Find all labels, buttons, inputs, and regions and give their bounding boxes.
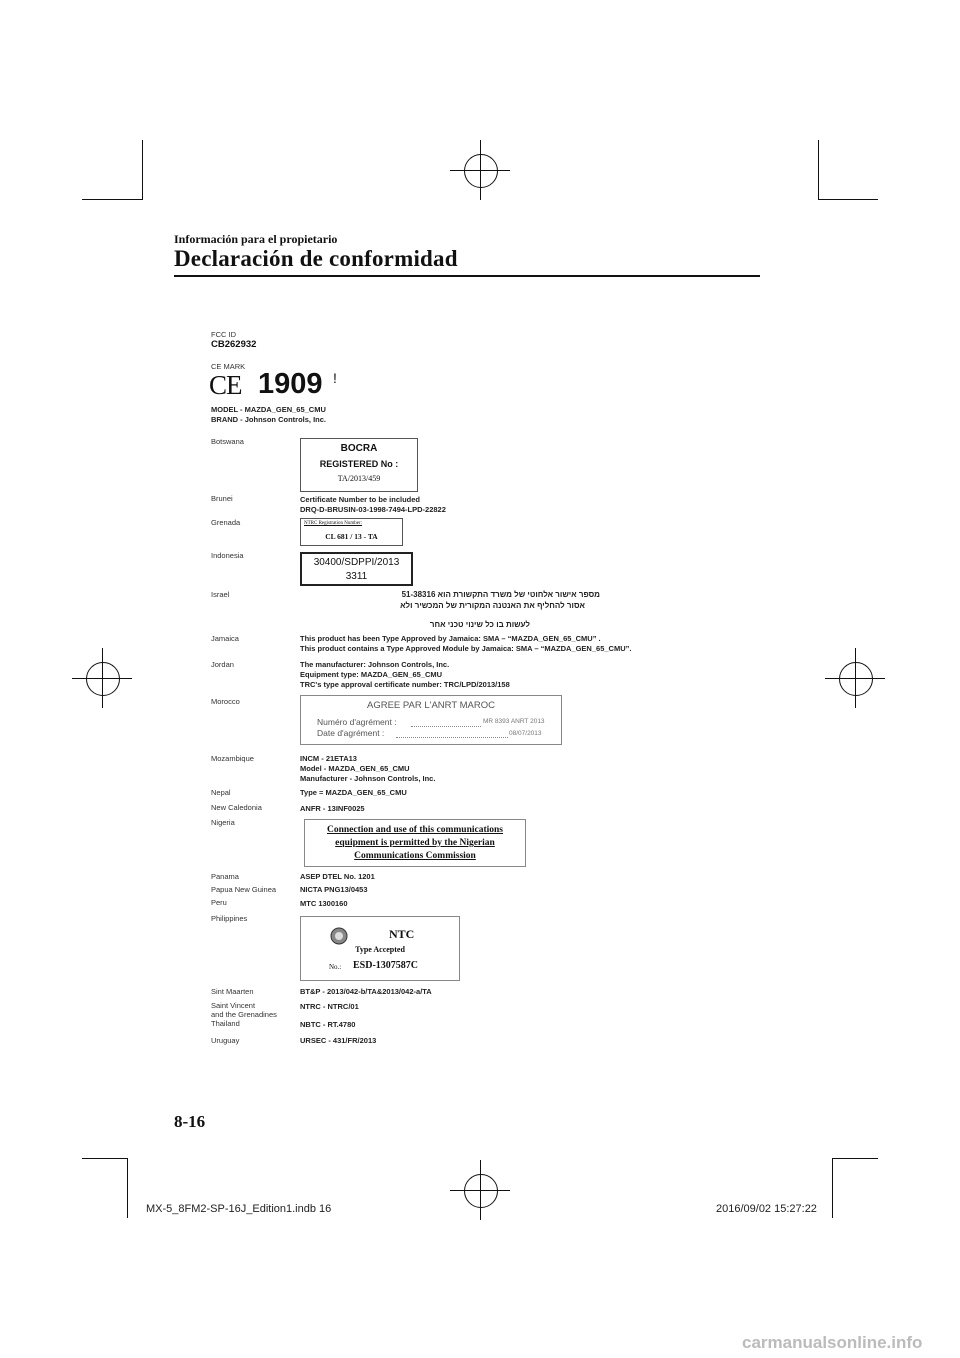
sdppi-code: 3311 xyxy=(345,571,368,582)
file-name: MX-5_8FM2-SP-16J_Edition1.indb 16 xyxy=(146,1203,332,1215)
sint-maarten-line1: BT&P - 2013/042-b/TA&2013/042-a/TA xyxy=(300,987,432,996)
registration-mark-top xyxy=(450,140,510,200)
jordan-line1: The manufacturer: Johnson Controls, Inc. xyxy=(300,660,450,669)
ce-number: 1909 xyxy=(258,368,323,400)
ce-label: CE MARK xyxy=(211,362,246,371)
uruguay-line1: URSEC - 431/FR/2013 xyxy=(300,1036,377,1045)
country-botswana: Botswana xyxy=(211,437,244,446)
country-grenada: Grenada xyxy=(211,518,241,527)
thailand-line1: NBTC - RT.4780 xyxy=(300,1020,356,1029)
registration-mark-left xyxy=(72,648,132,708)
country-sint-maarten: Sint Maarten xyxy=(211,987,254,996)
crop-mark xyxy=(127,1158,128,1218)
jamaica-line1: This product has been Type Approved by Jamaica: SMA – “MAZDA_GEN_65_CMU” . xyxy=(300,634,601,643)
country-saint-vincent: Saint Vincent xyxy=(211,1001,256,1010)
country-nepal: Nepal xyxy=(211,788,231,797)
ntc-type-accepted: Type Accepted xyxy=(355,945,405,954)
mozambique-line3: Manufacturer - Johnson Controls, Inc. xyxy=(300,774,436,783)
israel-line3: לעשות בו כל שינוי טכני אחר xyxy=(429,620,530,629)
ce-suffix: ! xyxy=(333,370,337,386)
bocra-registered: REGISTERED No : xyxy=(319,459,399,469)
ntc-label-box xyxy=(300,916,460,981)
ncc-label-box xyxy=(304,819,526,867)
country-panama: Panama xyxy=(211,872,239,881)
anrt-date: 08/07/2013 xyxy=(509,730,542,737)
country-saint-vincent-2: and the Grenadines xyxy=(211,1010,277,1019)
country-philippines: Philippines xyxy=(211,914,248,923)
nepal-line1: Type = MAZDA_GEN_65_CMU xyxy=(300,788,407,797)
jordan-line2: Equipment type: MAZDA_GEN_65_CMU xyxy=(300,670,443,679)
ntc-number: ESD-1307587C xyxy=(353,960,419,971)
country-israel: Israel xyxy=(211,590,230,599)
ce-mark-icon: CE xyxy=(209,370,242,400)
country-peru: Peru xyxy=(211,898,227,907)
sdppi-number: 30400/SDPPI/2013 xyxy=(313,557,400,568)
crop-mark xyxy=(832,1158,833,1218)
bocra-label-box xyxy=(300,438,418,492)
ntc-seal-icon xyxy=(329,926,349,946)
israel-line1: מספר אישור אלחוטי של משרד התקשורת הוא 51-38316 xyxy=(401,590,600,599)
country-jordan: Jordan xyxy=(211,660,234,669)
print-date: 2016/09/02 15:27:22 xyxy=(716,1203,817,1215)
ntc-title: NTC xyxy=(389,927,415,941)
ntrc-title: NTRC Registration Number: xyxy=(304,521,363,526)
crop-mark xyxy=(818,199,878,200)
mozambique-line2: Model - MAZDA_GEN_65_CMU xyxy=(300,764,410,773)
crop-mark xyxy=(142,140,143,200)
country-brunei: Brunei xyxy=(211,494,233,503)
crop-mark xyxy=(82,1158,127,1159)
jamaica-line2: This product contains a Type Approved Module by Jamaica: SMA – “MAZDA_GEN_65_CMU”. xyxy=(300,644,632,653)
country-jamaica: Jamaica xyxy=(211,634,239,643)
watermark: carmanualsonline.info xyxy=(742,1333,923,1352)
country-mozambique: Mozambique xyxy=(211,754,254,763)
panama-line1: ASEP DTEL No. 1201 xyxy=(300,872,375,881)
anrt-label-box xyxy=(300,695,562,745)
ncc-line3: Communications Commission xyxy=(354,851,476,861)
page-number: 8-16 xyxy=(174,1112,206,1131)
anrt-number: MR 8393 ANRT 2013 xyxy=(483,718,545,725)
fcc-value: CB262932 xyxy=(211,339,257,350)
sdppi-label-box xyxy=(300,552,413,586)
ncc-line1: Connection and use of this communications xyxy=(326,825,504,835)
israel-line2: אסור להחליף את האנטנה המקורית של המכשיר ולא xyxy=(400,601,585,610)
mozambique-line1: INCM - 21ETA13 xyxy=(300,754,357,763)
country-nigeria: Nigeria xyxy=(211,818,235,827)
brunei-line2: DRQ-D-BRUSIN-03-1998-7494-LPD-22822 xyxy=(300,505,446,514)
brand-line: BRAND - Johnson Controls, Inc. xyxy=(211,415,326,424)
jordan-line3: TRC's type approval certificate number: TRC/LPD/2013/158 xyxy=(300,680,510,689)
fcc-label: FCC ID xyxy=(211,330,236,339)
anrt-number-label: Numéro d'agrément : xyxy=(317,717,397,727)
new-caledonia-line1: ANFR - 13INF0025 xyxy=(300,804,365,813)
country-thailand: Thailand xyxy=(211,1019,240,1028)
section-label: Información para el propietario xyxy=(174,232,338,246)
country-new-caledonia: New Caledonia xyxy=(211,803,262,812)
title-rule xyxy=(174,275,760,277)
crop-mark xyxy=(832,1158,878,1159)
ntrc-label-box xyxy=(300,518,403,546)
papua-line1: NICTA PNG13/0453 xyxy=(300,885,368,894)
country-papua-new-guinea: Papua New Guinea xyxy=(211,885,277,894)
bocra-title: BOCRA xyxy=(340,443,378,454)
registration-mark-right xyxy=(825,648,885,708)
crop-mark xyxy=(82,199,142,200)
ncc-line2: equipment is permitted by the Nigerian xyxy=(335,838,495,848)
country-uruguay: Uruguay xyxy=(211,1036,240,1045)
dotted-leader xyxy=(396,729,508,738)
ntrc-number: CL 681 / 13 - TA xyxy=(325,532,378,541)
anrt-date-label: Date d'agrément : xyxy=(317,728,385,738)
brunei-line1: Certificate Number to be included xyxy=(300,495,421,504)
country-indonesia: Indonesia xyxy=(211,551,244,560)
peru-line1: MTC 1300160 xyxy=(300,899,348,908)
dotted-leader xyxy=(411,718,481,727)
crop-mark xyxy=(818,140,819,200)
bocra-number: TA/2013/459 xyxy=(337,474,381,483)
anrt-title: AGREE PAR L'ANRT MAROC xyxy=(367,700,495,711)
ntc-no-label: No.: xyxy=(329,963,342,971)
saint-vincent-line1: NTRC - NTRC/01 xyxy=(300,1002,359,1011)
page-title: Declaración de conformidad xyxy=(174,246,458,271)
model-line: MODEL - MAZDA_GEN_65_CMU xyxy=(211,405,326,414)
registration-mark-bottom xyxy=(450,1160,510,1220)
country-morocco: Morocco xyxy=(211,697,240,706)
